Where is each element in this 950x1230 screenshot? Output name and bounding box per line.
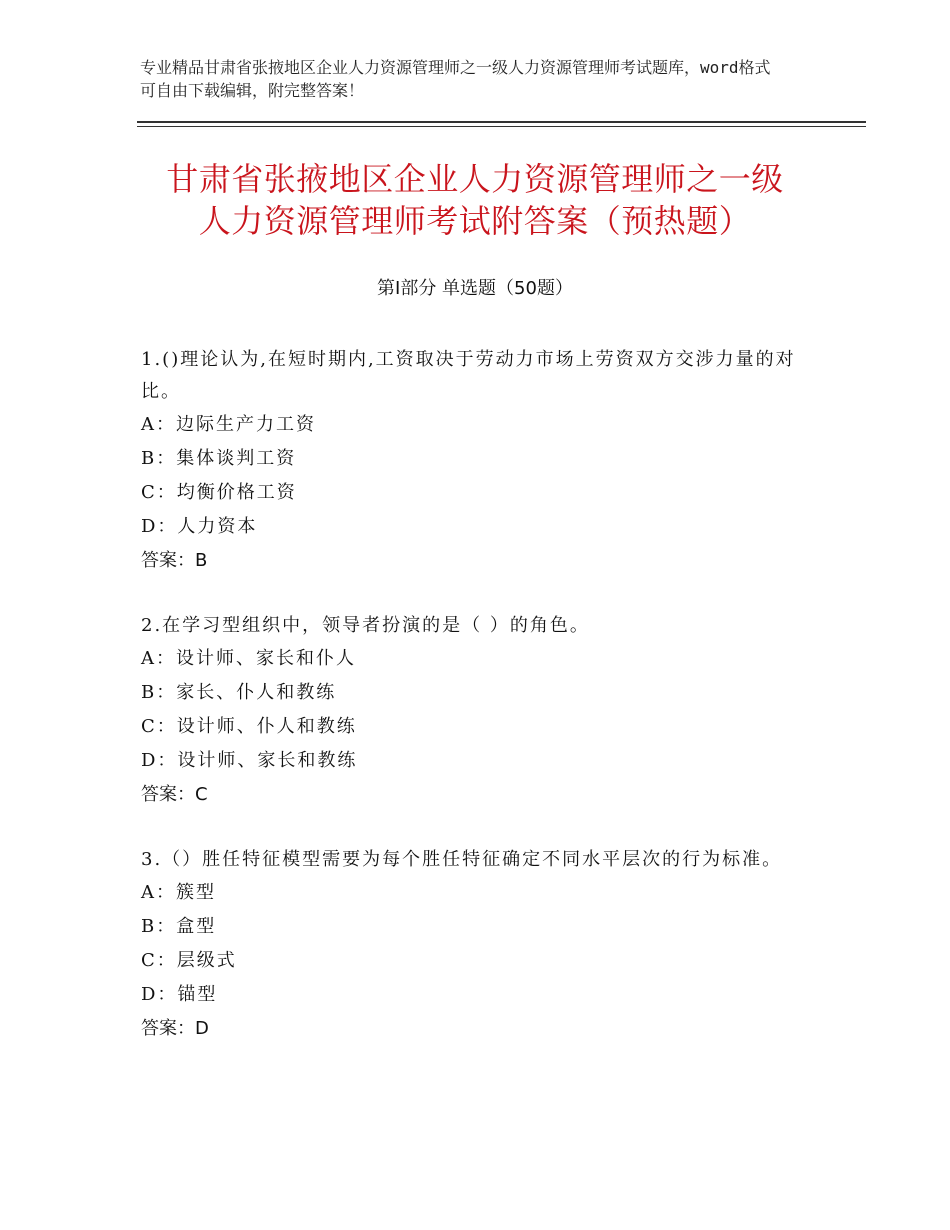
question-stem: 3.（）胜任特征模型需要为每个胜任特征确定不同水平层次的行为标准。 xyxy=(141,849,783,870)
section-title: 第Ⅰ部分 单选题（50题） xyxy=(377,278,573,299)
option-a: A：设计师、家长和仆人 xyxy=(141,648,356,669)
answer: 答案：B xyxy=(141,550,208,571)
question-2 xyxy=(141,610,821,812)
answer: 答案：D xyxy=(141,1018,209,1039)
title-line-1: 甘肃省张掖地区企业人力资源管理师之一级 xyxy=(166,160,784,198)
option-d: D：人力资本 xyxy=(141,516,258,537)
header-note: 专业精品甘肃省张掖地区企业人力资源管理师之一级人力资源管理师考试题库，word格式可自由下载编辑，附完整答案！ xyxy=(140,58,771,100)
question-3 xyxy=(141,844,821,1046)
header-rule-thick xyxy=(137,121,866,123)
question-stem: 2.在学习型组织中，领导者扮演的是（ ）的角色。 xyxy=(141,615,590,636)
option-c: C：层级式 xyxy=(141,950,237,971)
answer: 答案：C xyxy=(141,784,208,805)
option-a: A：边际生产力工资 xyxy=(141,414,316,435)
option-b: B：家长、仆人和教练 xyxy=(141,682,337,703)
question-list xyxy=(141,344,821,1078)
option-a: A：簇型 xyxy=(141,882,216,903)
question-stem: 1.()理论认为,在短时期内,工资取决于劳动力市场上劳资双方交涉力量的对比。 xyxy=(141,349,796,402)
option-c: C：均衡价格工资 xyxy=(141,482,297,503)
document-title xyxy=(110,158,840,242)
option-b: B：集体谈判工资 xyxy=(141,448,297,469)
question-1 xyxy=(141,344,821,578)
option-b: B：盒型 xyxy=(141,916,217,937)
option-c: C：设计师、仆人和教练 xyxy=(141,716,357,737)
header-rule-thin xyxy=(137,126,866,127)
option-d: D：设计师、家长和教练 xyxy=(141,750,358,771)
title-line-2: 人力资源管理师考试附答案（预热题） xyxy=(198,202,752,240)
option-d: D：锚型 xyxy=(141,984,218,1005)
